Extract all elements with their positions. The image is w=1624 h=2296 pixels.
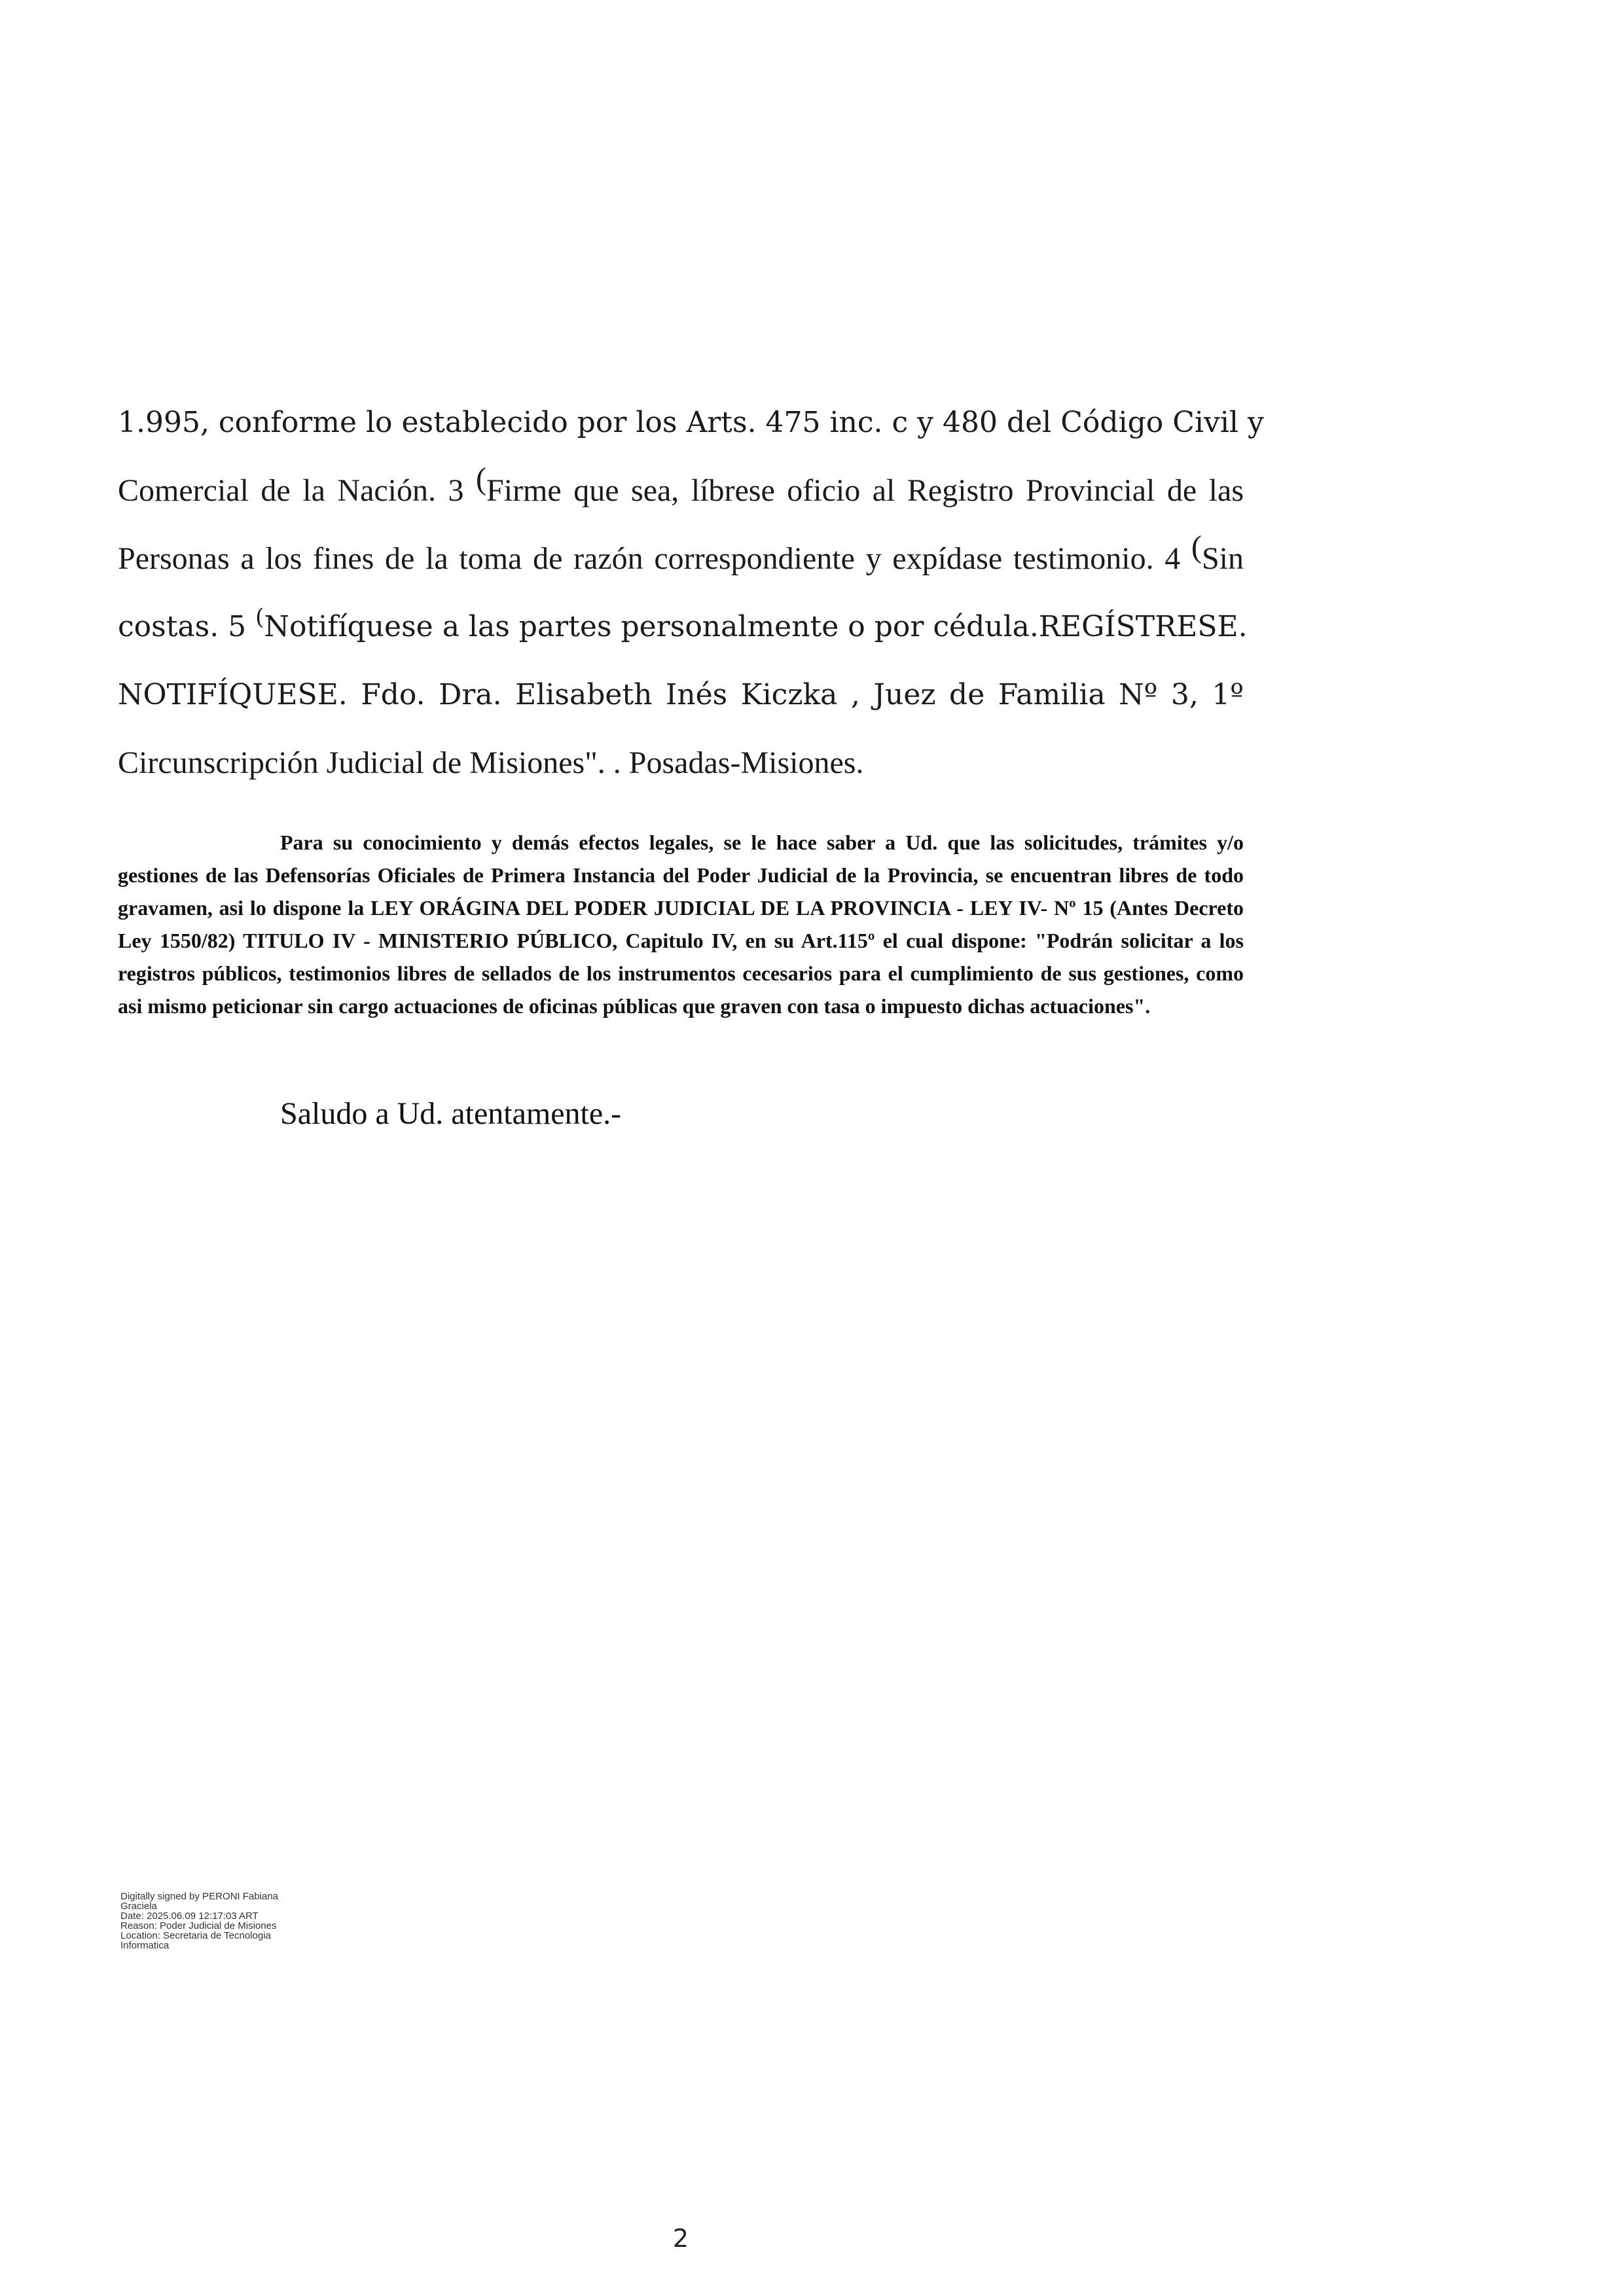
resolution-line-2 [118, 457, 1244, 525]
resolution-line-4-pre: costas. 5 [118, 610, 256, 643]
resolution-line-1-text: 1.995, conforme lo establecido por los Arts. 475 inc. c y 480 del Código Civil y [118, 406, 1264, 439]
resolution-line-4 [118, 593, 1248, 661]
resolution-line-2-pre: Comercial de la Nación. 3 [118, 473, 477, 508]
signature-line: Date: 2025.06.09 12:17:03 ART [120, 1910, 259, 1922]
digital-signature-block [120, 1892, 317, 1950]
resolution-line-5 [118, 661, 1244, 729]
resolution-line-2-sup: ( [476, 461, 487, 496]
closing-salutation: Saludo a Ud. atentamente.- [280, 1096, 622, 1131]
page-number: 2 [672, 2224, 689, 2253]
resolution-line-6-text: Circunscripción Judicial de Misiones". . Posadas-Misiones. [118, 745, 864, 780]
resolution-line-4-sup: ( [255, 604, 264, 630]
signature-line: Informatica [120, 1940, 170, 1951]
resolution-line-4-post: Notifíquese a las partes personalmente o por cédula.REGÍSTRESE. [264, 610, 1248, 643]
legal-notice-paragraph: Para su conocimiento y demás efectos legales, se le hace saber a Ud. que las solicitudes, trámites y/o gestiones de las Defensorías Oficiales de Primera Instancia del Poder Judicial de la Provincia, se encuentran libres de todo gravamen, asi lo dispone la LEY ORÁGINA DEL PODER JUDICIAL DE LA PROVINCIA - LEY IV- Nº 15 (Antes Decreto Ley 1550/82) TITULO IV - MINISTERIO PÚBLICO, Capitulo IV, en su Art.115º el cual dispone: "Podrán solicitar a los registros públicos, testimonios libres de sellados de los instrumentos cecesarios para el cumplimiento de sus gestiones, como asi mismo peticionar sin cargo actuaciones de oficinas públicas que graven con tasa o impuesto dichas actuaciones". [118, 831, 1244, 1018]
resolution-line-3-post: Sin [1201, 541, 1244, 576]
resolution-line-3 [118, 525, 1244, 593]
signature-line: Location: Secretaria de Tecnologia [120, 1930, 271, 1941]
resolution-line-3-sup: ( [1191, 529, 1202, 564]
resolution-line-2-post: Firme que sea, líbrese oficio al Registro Provincial de las [486, 473, 1244, 508]
resolution-line-6 [118, 729, 1244, 797]
signature-line: Graciela [120, 1901, 157, 1912]
signature-line: Reason: Poder Judicial de Misiones [120, 1920, 277, 1931]
resolution-line-5-text: NOTIFÍQUESE. Fdo. Dra. Elisabeth Inés Kiczka , Juez de Familia Nº 3, 1º [118, 678, 1244, 711]
resolution-text [118, 389, 1264, 797]
signature-line: Digitally signed by PERONI Fabiana [120, 1891, 278, 1902]
resolution-line-3-pre: Personas a los fines de la toma de razón correspondiente y expídase testimonio. 4 [118, 541, 1191, 576]
resolution-line-1 [118, 389, 1264, 457]
